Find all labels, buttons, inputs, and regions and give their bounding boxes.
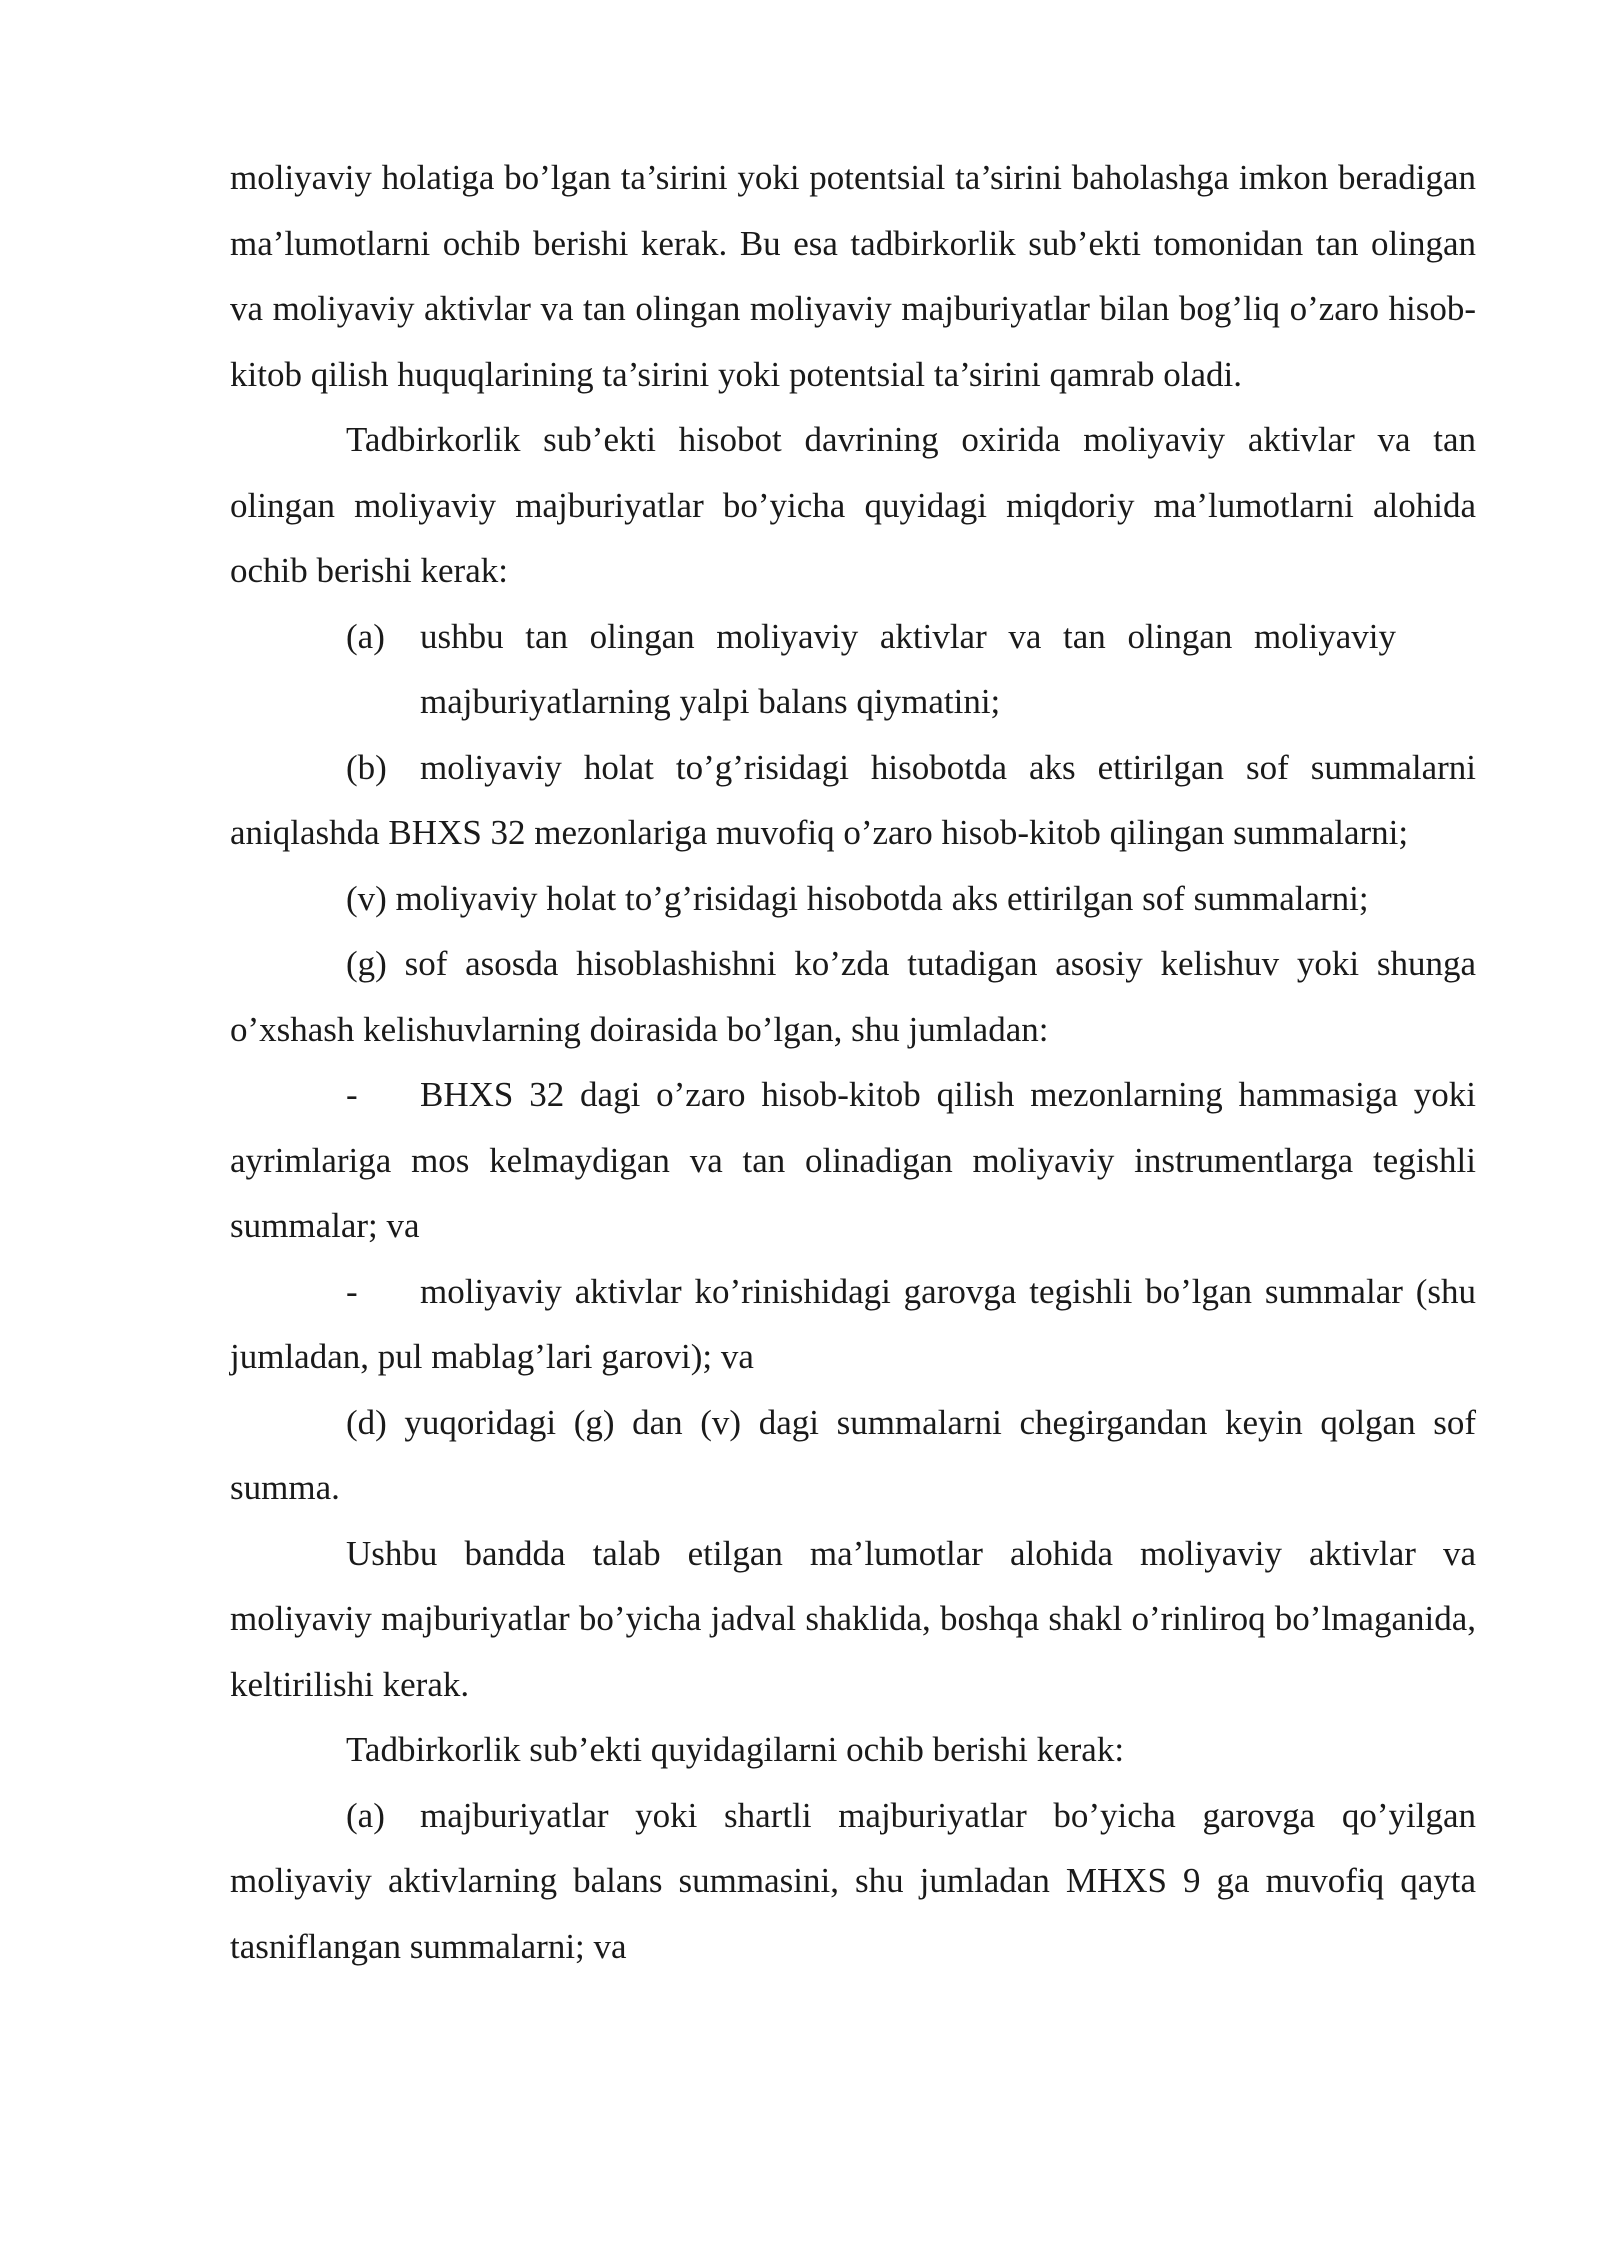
dash-item-text: BHXS 32 dagi o’zaro hisob-kitob qilish mezonlarning hammasiga yoki ayrimlariga mos kelmaydigan va tan olinadigan moliyaviy instrumentlarga tegishli summalar; va	[230, 1075, 1476, 1245]
document-page	[230, 145, 1476, 1979]
list-item-b-offset-amounts	[230, 735, 1476, 866]
dash-item-collateral	[230, 1259, 1476, 1390]
list-item-text: ushbu tan olingan moliyaviy aktivlar va tan olingan moliyaviy majburiyatlarning yalpi balans qiymatini;	[420, 616, 1396, 721]
paragraph-disclosures-required: Tadbirkorlik sub’ekti quyidagilarni ochib berishi kerak:	[346, 1730, 1125, 1769]
list-item-a-gross-amounts	[230, 604, 1476, 735]
list-item-text: majburiyatlar yoki shartli majburiyatlar bo’yicha garovga qo’yilgan moliyaviy aktivlarning balans summasini, shu jumladan MHXS 9 ga muvofiq qayta tasniflangan summalarni; va	[230, 1795, 1476, 1966]
dash-marker: -	[346, 1271, 358, 1311]
dash-marker: -	[346, 1075, 358, 1114]
paragraph-continued: moliyaviy holatiga bo’lgan ta’sirini yoki potentsial ta’sirini baholashga imkon beradigan ma’lumotlarni ochib berishi kerak. Bu esa tadbirkorlik sub’ekti tomonidan tan olingan va moliyaviy aktivlar va tan olingan moliyaviy majburiyatlar bilan bog’liq o’zaro hisob-kitob qilish huquqlarining ta’sirini yoki potentsial ta’sirini qamrab oladi.	[230, 158, 1476, 394]
list-marker: (a)	[346, 616, 385, 656]
dash-item-text: moliyaviy aktivlar ko’rinishidagi garovga tegishli bo’lgan summalar (shu jumladan, pul mablag’lari garovi); va	[230, 1271, 1476, 1376]
list-item-a-pledged-assets	[230, 1783, 1476, 1980]
list-item-g-master-netting: (g) sof asosda hisoblashishni ko’zda tutadigan asosiy kelishuv yoki shunga o’xshash kelishuvlarning doirasida bo’lgan, shu jumladan:	[230, 944, 1476, 1049]
list-item-d-net-amount: (d) yuqoridagi (g) dan (v) dagi summalarni chegirgandan keyin qolgan sof summa.	[230, 1402, 1476, 1507]
paragraph-tabular-format: Ushbu bandda talab etilgan ma’lumotlar alohida moliyaviy aktivlar va moliyaviy majburiyatlar bo’yicha jadval shaklida, boshqa shakl o’rinliroq bo’lmaganida, keltirilishi kerak.	[230, 1533, 1476, 1704]
paragraph-disclosure-intro: Tadbirkorlik sub’ekti hisobot davrining oxirida moliyaviy aktivlar va tan olingan moliyaviy majburiyatlar bo’yicha quyidagi miqdoriy ma’lumotlarni alohida ochib berishi kerak:	[230, 420, 1476, 590]
dash-item-instruments	[230, 1062, 1476, 1259]
list-marker: (b)	[346, 747, 387, 787]
list-item-v-net-amounts: (v) moliyaviy holat to’g’risidagi hisobotda aks ettirilgan sof summalarni;	[346, 878, 1369, 918]
list-item-text: moliyaviy holat to’g’risidagi hisobotda aks ettirilgan sof summalarni aniqlashda BHXS 32 mezonlariga muvofiq o’zaro hisob-kitob qilingan summalarni;	[230, 747, 1476, 852]
list-marker: (a)	[346, 1795, 385, 1835]
